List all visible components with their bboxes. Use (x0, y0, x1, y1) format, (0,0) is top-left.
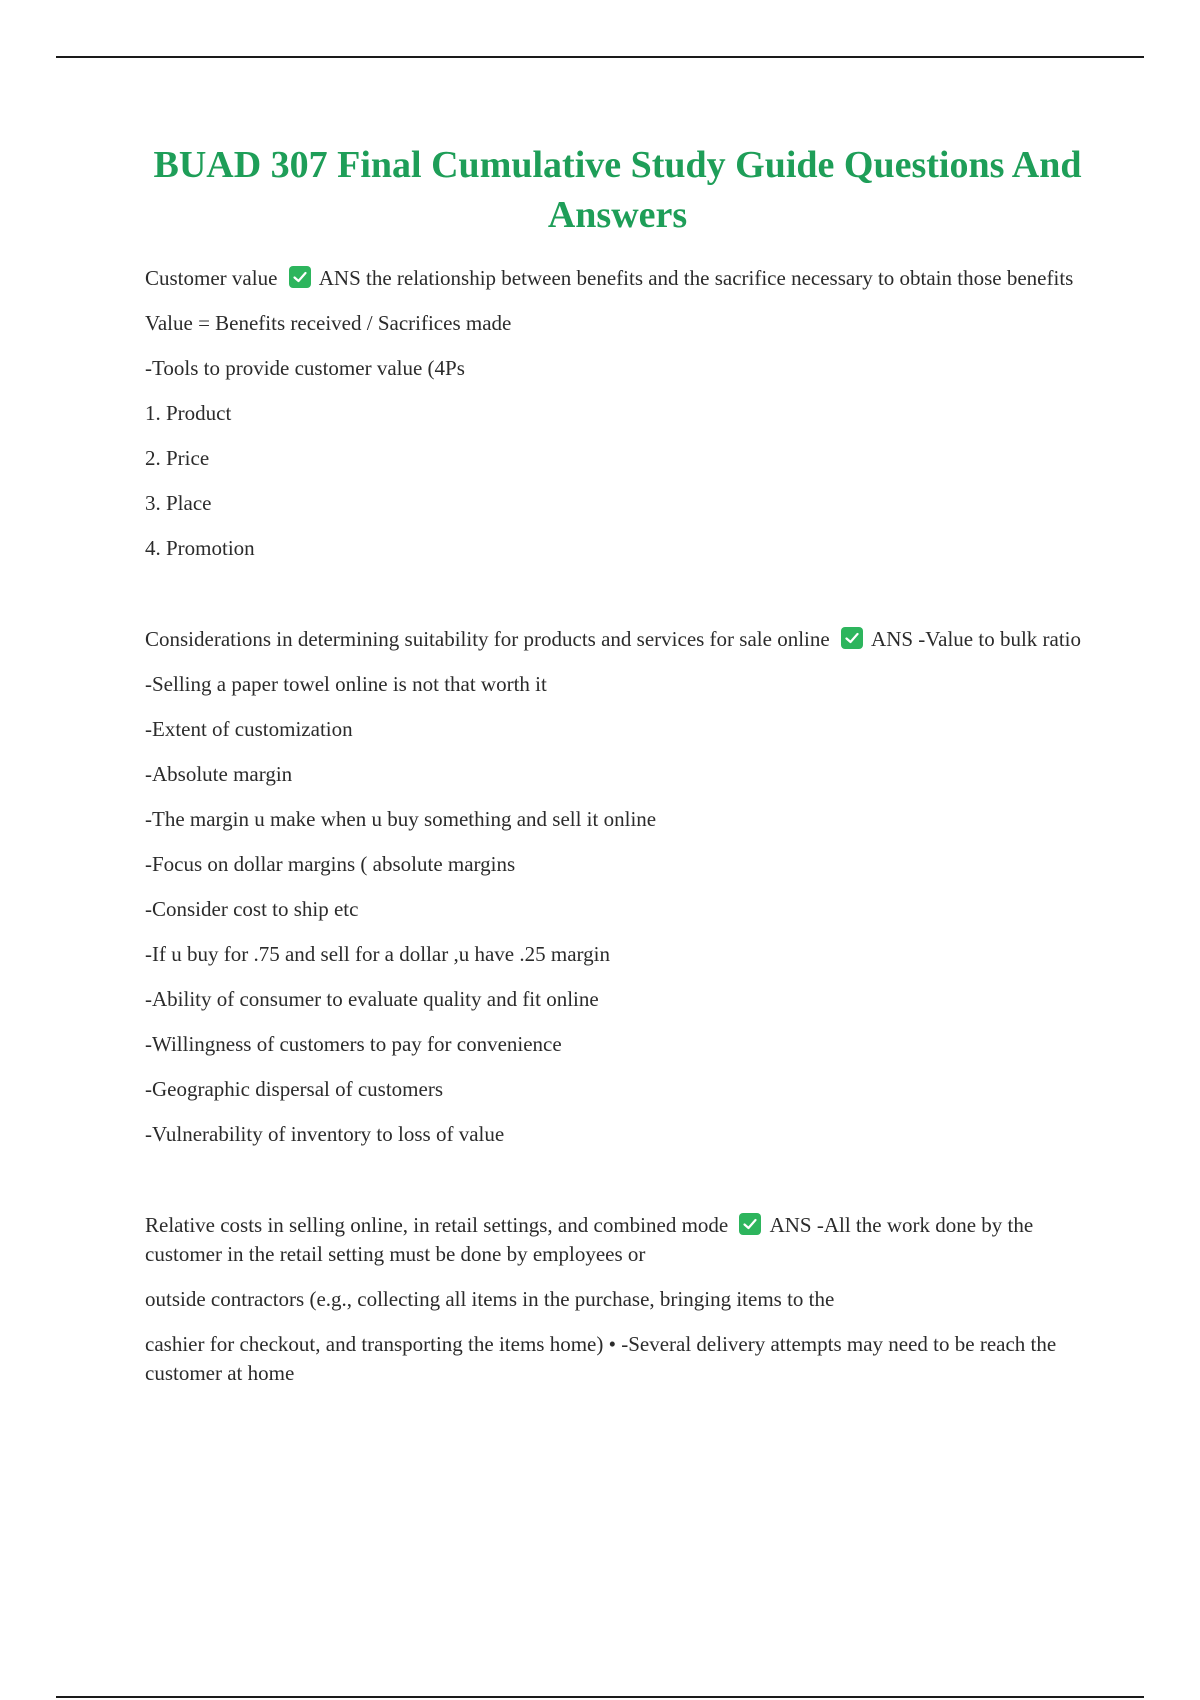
page-content (145, 140, 1090, 1404)
list-item: -If u buy for .75 and sell for a dollar ,u have .25 margin (145, 942, 610, 966)
qa-item-3 (145, 1211, 1090, 1269)
section-gap (145, 579, 1090, 625)
list-item: -Tools to provide customer value (4Ps (145, 356, 465, 380)
list-item: 4. Promotion (145, 536, 255, 560)
list-item: -Consider cost to ship etc (145, 897, 359, 921)
list-item: -Willingness of customers to pay for convenience (145, 1032, 562, 1056)
list-item: -Selling a paper towel online is not that worth it (145, 672, 547, 696)
section-gap (145, 1165, 1090, 1211)
answer-text: -All the work done by the customer in the retail setting must be done by employees or (145, 1213, 1034, 1266)
list-item: -Extent of customization (145, 717, 353, 741)
list-item: 1. Product (145, 401, 232, 425)
checkmark-icon (841, 627, 863, 649)
list-item: Value = Benefits received / Sacrifices made (145, 311, 512, 335)
answer-text: the relationship between benefits and the sacrifice necessary to obtain those benefits (366, 266, 1074, 290)
top-rule (56, 56, 1144, 58)
answer-text: -Value to bulk ratio (918, 627, 1082, 651)
answer-label: ANS (769, 1213, 812, 1237)
list-item: -Focus on dollar margins ( absolute margins (145, 852, 516, 876)
list-item: -The margin u make when u buy something and sell it online (145, 807, 657, 831)
checkmark-icon (289, 266, 311, 288)
list-item: outside contractors (e.g., collecting all items in the purchase, bringing items to the (145, 1287, 835, 1311)
qa-item-1 (145, 264, 1090, 293)
answer-label: ANS (318, 266, 361, 290)
question-text: Customer value (145, 266, 278, 290)
answer-label: ANS (871, 627, 914, 651)
list-item: -Geographic dispersal of customers (145, 1077, 443, 1101)
question-text: Relative costs in selling online, in retail settings, and combined mode (145, 1213, 729, 1237)
page-title: BUAD 307 Final Cumulative Study Guide Questions And Answers (153, 144, 1082, 236)
list-item: cashier for checkout, and transporting the items home) • -Several delivery attempts may need to be reach the customer at home (145, 1332, 1057, 1385)
list-item: 2. Price (145, 446, 210, 470)
list-item: -Vulnerability of inventory to loss of value (145, 1122, 505, 1146)
list-item: -Absolute margin (145, 762, 293, 786)
qa-item-2 (145, 625, 1090, 654)
bottom-rule (56, 1696, 1144, 1698)
list-item: -Ability of consumer to evaluate quality and fit online (145, 987, 599, 1011)
checkmark-icon (739, 1213, 761, 1235)
question-text: Considerations in determining suitability for products and services for sale online (145, 627, 830, 651)
list-item: 3. Place (145, 491, 212, 515)
